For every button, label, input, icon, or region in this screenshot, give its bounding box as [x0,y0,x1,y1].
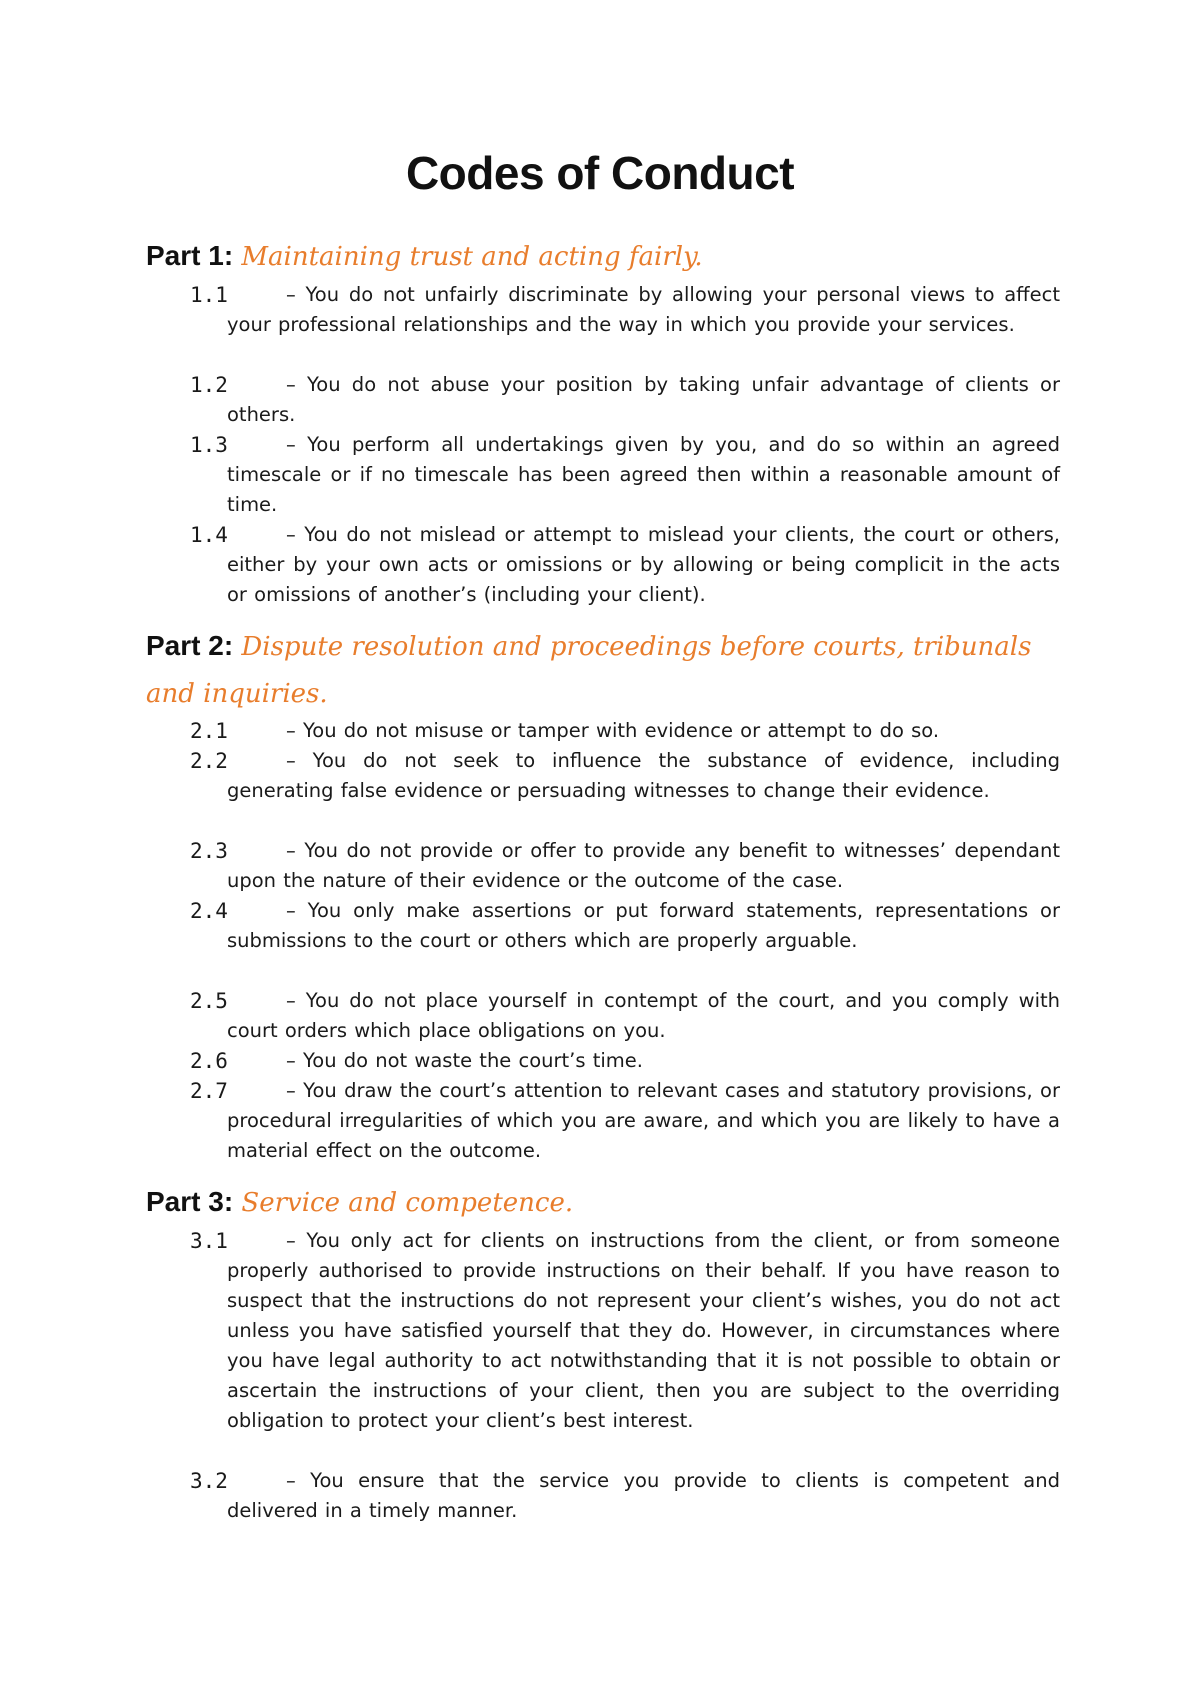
clause-1-3 [190,430,1060,520]
part-1-title: Maintaining trust and acting fairly. [241,242,703,272]
clause-text: – You draw the court’s attention to relevant cases and statutory provisions, or procedural irregularities of which you are aware, and which you are likely to have a material effect on the outcome. [227,1079,1060,1162]
clause-2-7 [190,1076,1060,1166]
clause-1-1 [190,280,1060,340]
part-1-heading [146,232,1066,281]
clause-3-2 [190,1466,1060,1526]
clause-number: 2.6 [190,1049,228,1073]
clause-text: – You do not abuse your position by taking unfair advantage of clients or others. [227,373,1060,426]
clause-2-5 [190,986,1060,1046]
clause-number: 2.1 [190,719,228,743]
clause-number: 1.2 [190,373,228,397]
clause-number: 2.2 [190,749,228,773]
part-3-heading [146,1178,1066,1227]
clause-2-4 [190,896,1060,956]
clause-number: 2.7 [190,1079,228,1103]
clause-text: – You do not misuse or tamper with evidence or attempt to do so. [286,719,940,742]
clause-number: 1.1 [190,283,228,307]
part-3-label: Part 3: [146,1186,234,1217]
clause-text: – You do not unfairly discriminate by allowing your personal views to affect your professional relationships and the way in which you provide your services. [227,283,1060,336]
clause-2-3 [190,836,1060,896]
clause-number: 1.4 [190,523,228,547]
part-2-title: Dispute resolution and proceedings before courts, tribunals and inquiries. [146,632,1032,709]
clause-text: – You ensure that the service you provide to clients is competent and delivered in a timely manner. [227,1469,1060,1522]
clause-text: – You do not mislead or attempt to mislead your clients, the court or others, either by your own acts or omissions or by allowing or being complicit in the acts or omissions of another’s (including your client). [227,523,1060,606]
clause-text: – You only act for clients on instructions from the client, or from someone properly authorised to provide instructions on their behalf. If you have reason to suspect that the instructions do not represent your client’s wishes, you do not act unless you have satisfied yourself that they do. However, in circumstances where you have legal authority to act notwithstanding that it is not possible to obtain or ascertain the instructions of your client, then you are subject to the overriding obligation to protect your client’s best interest. [227,1229,1060,1432]
page-title: Codes of Conduct [405,147,795,199]
clause-3-1 [190,1226,1060,1436]
clause-text: – You only make assertions or put forward statements, representations or submissions to the court or others which are properly arguable. [227,899,1060,952]
clause-number: 1.3 [190,433,228,457]
clause-text: – You perform all undertakings given by you, and do so within an agreed timescale or if no timescale has been agreed then within a reasonable amount of time. [227,433,1060,516]
clause-number: 2.3 [190,839,228,863]
clause-2-2 [190,746,1060,806]
part-2-label: Part 2: [146,630,234,661]
clause-2-1 [190,716,1060,746]
clause-text: – You do not waste the court’s time. [286,1049,643,1072]
clause-number: 2.4 [190,899,228,923]
clause-text: – You do not provide or offer to provide any benefit to witnesses’ dependant upon the nature of their evidence or the outcome of the case. [227,839,1060,892]
part-2-heading [146,622,1066,718]
clause-number: 2.5 [190,989,228,1013]
clause-1-2 [190,370,1060,430]
clause-number: 3.1 [190,1229,228,1253]
part-3-title: Service and competence. [241,1188,574,1218]
clause-text: – You do not place yourself in contempt of the court, and you comply with court orders which place obligations on you. [227,989,1060,1042]
clause-2-6 [190,1046,1060,1076]
part-1-label: Part 1: [146,240,234,271]
clause-1-4 [190,520,1060,610]
clause-text: – You do not seek to influence the substance of evidence, including generating false evidence or persuading witnesses to change their evidence. [227,749,1060,802]
clause-number: 3.2 [190,1469,228,1493]
